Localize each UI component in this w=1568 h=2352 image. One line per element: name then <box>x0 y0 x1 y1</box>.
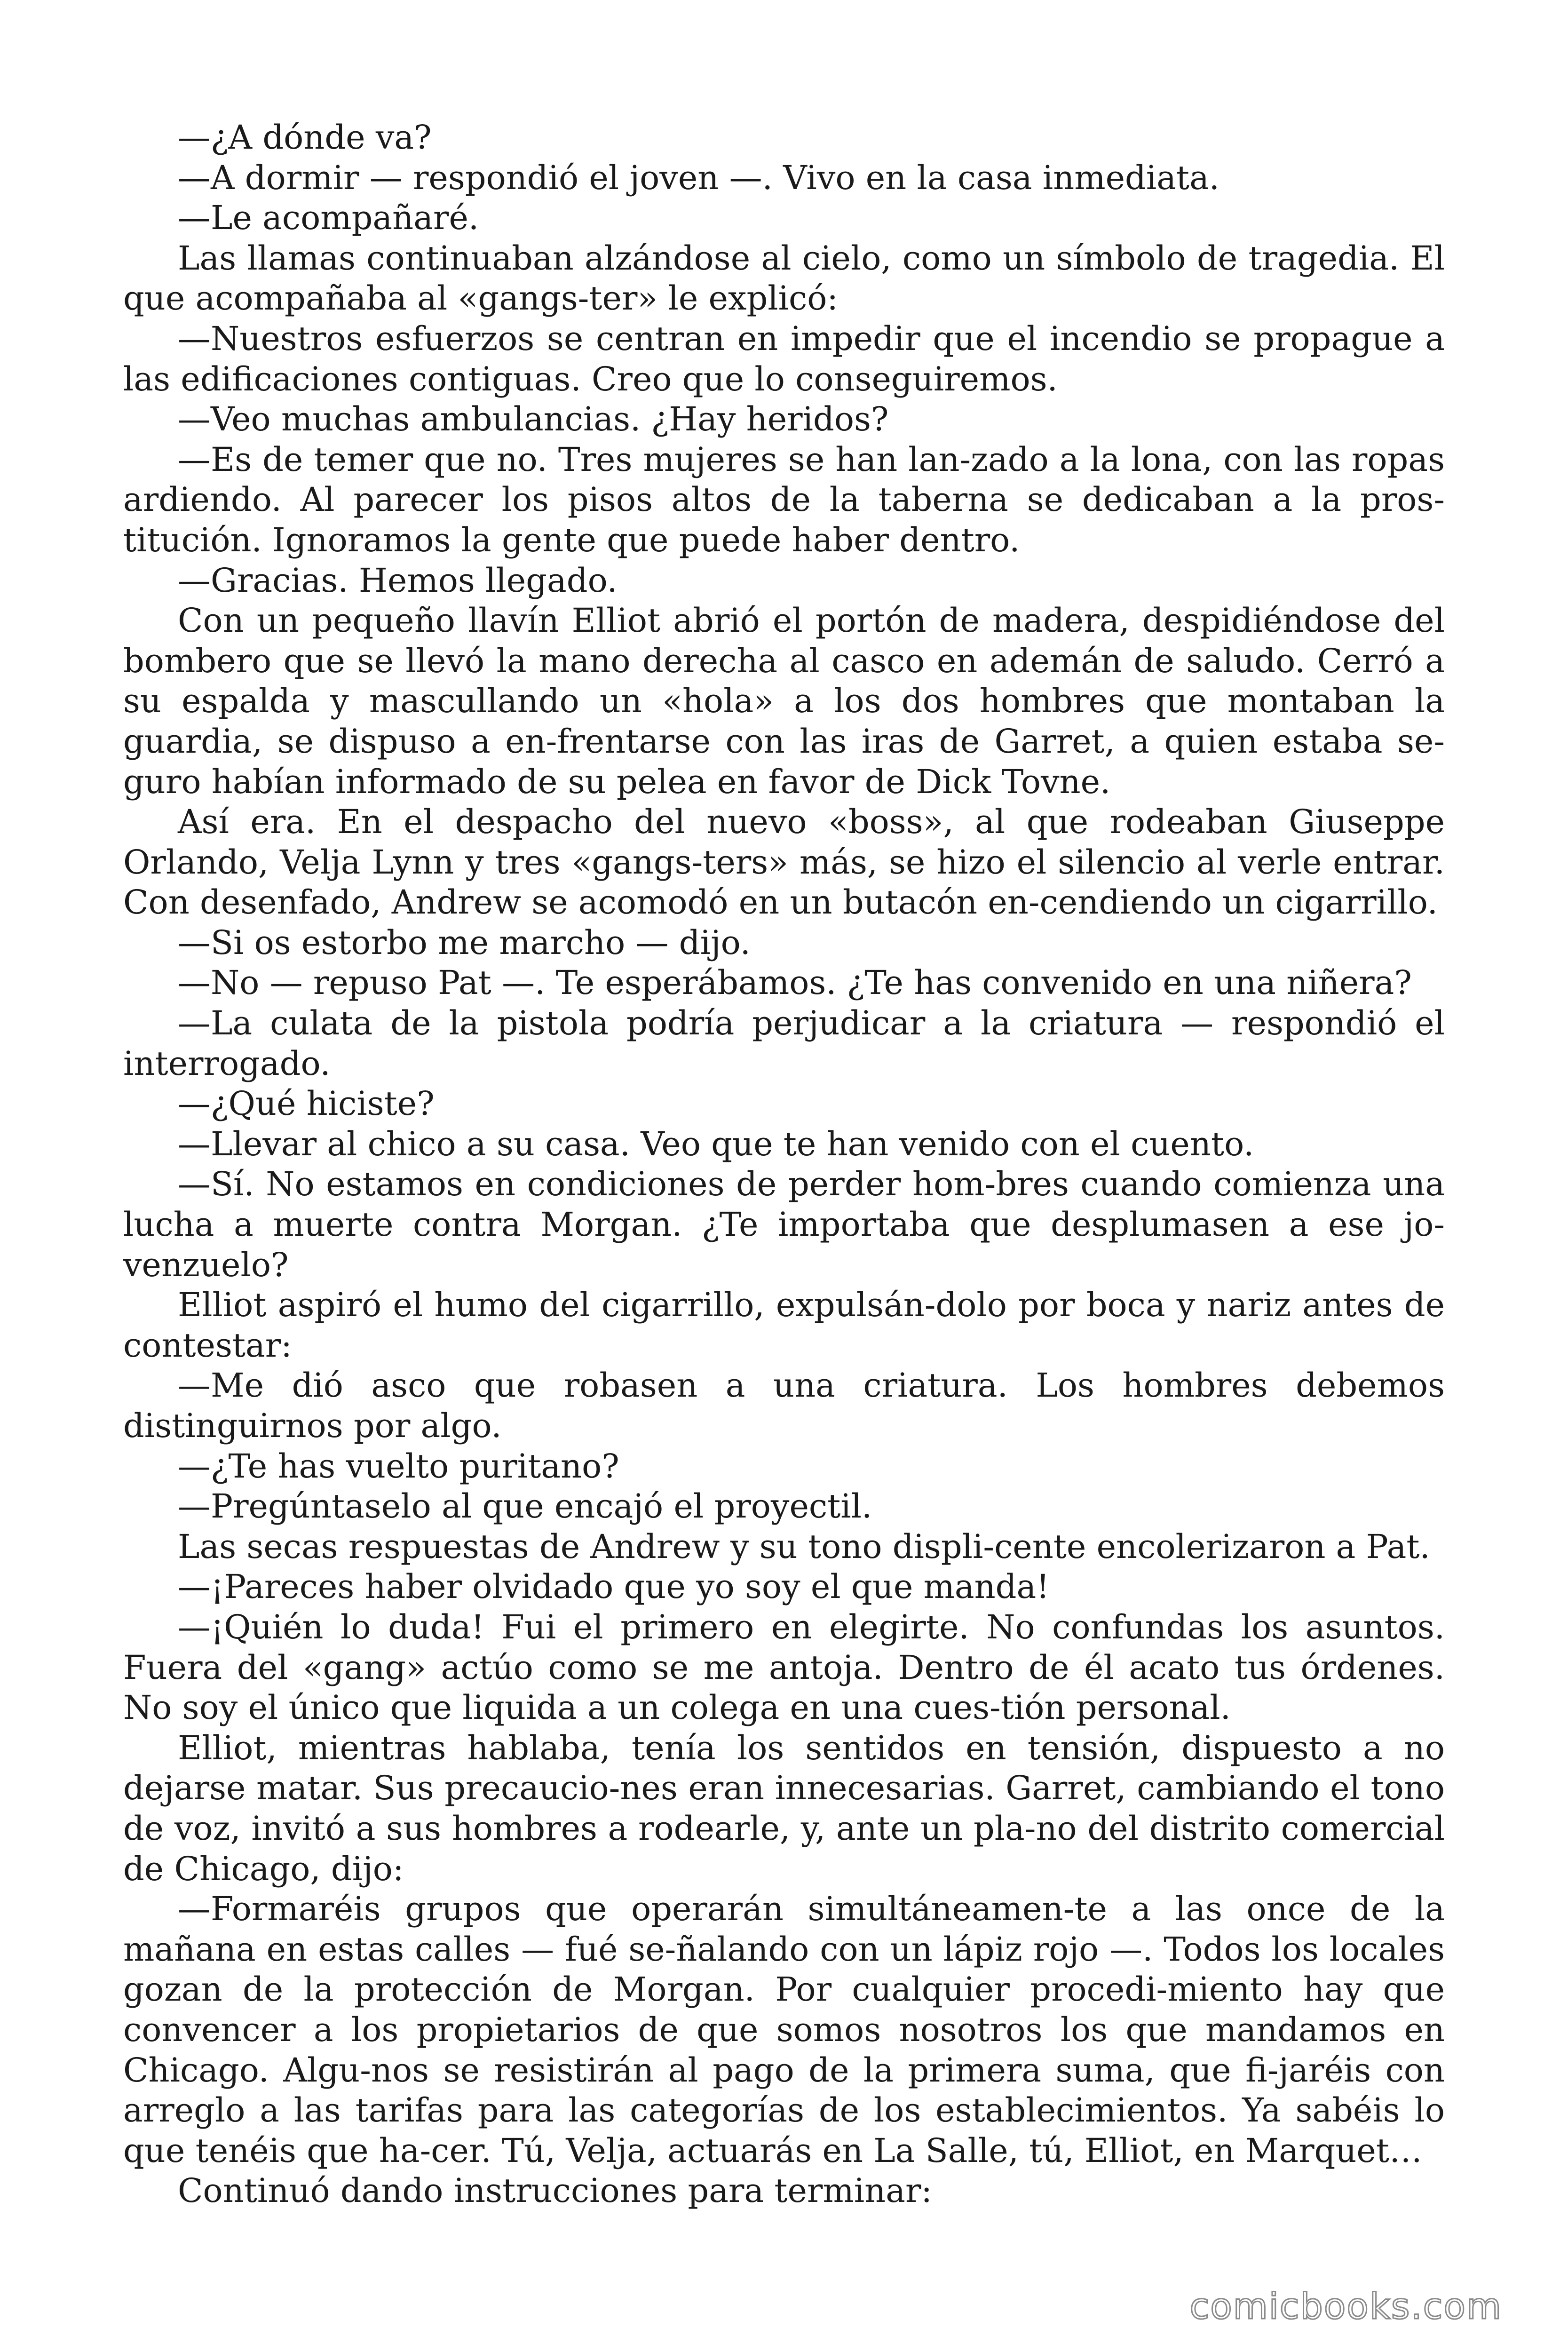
paragraph: —Gracias. Hemos llegado. <box>178 561 618 600</box>
paragraph: —Me dió asco que robasen a una criatura. Los hombres debemos distinguirnos por algo. <box>123 1366 1445 1445</box>
paragraph: —¿Qué hiciste? <box>178 1084 435 1123</box>
paragraph: Las secas respuestas de Andrew y su tono displi-cente encolerizaron a Pat. <box>178 1527 1430 1566</box>
paragraph: Con un pequeño llavín Elliot abrió el portón de madera, despidiéndose del bombero que se llevó la mano derecha al casco en ademán de saludo. Cerró a su espalda y mascullando un «hola» a los dos hombres que montaban la guardia, se dispuso a en-frentarse con las iras de Garret, a quien estaba se-guro habían informado de su pelea en favor de Dick Tovne. <box>123 601 1445 801</box>
paragraph: —Llevar al chico a su casa. Veo que te han venido con el cuento. <box>178 1124 1254 1163</box>
paragraph: —Sí. No estamos en condiciones de perder hom-bres cuando comienza una lucha a muerte contra Morgan. ¿Te importaba que desplumasen a ese jo-venzuelo? <box>123 1165 1445 1284</box>
paragraph: Elliot, mientras hablaba, tenía los sentidos en tensión, dispuesto a no dejarse matar. Sus precaucio-nes eran innecesarias. Garret, cambiando el tono de voz, invitó a sus hombres a rodearle, y, ante un pla-no del distrito comercial de Chicago, dijo: <box>123 1728 1445 1888</box>
paragraph: —Le acompañaré. <box>178 199 479 238</box>
paragraph: Así era. En el despacho del nuevo «boss», al que rodeaban Giuseppe Orlando, Velja Lynn y tres «gangs-ters» más, se hizo el silencio al verle entrar. Con desenfado, Andrew se acomodó en un butacón en-cendiendo un cigarrillo. <box>123 803 1445 922</box>
paragraph: Continuó dando instrucciones para terminar: <box>178 2171 933 2210</box>
paragraph: —Formaréis grupos que operarán simultáneamen-te a las once de la mañana en estas calles — fué se-ñalando con un lápiz rojo —. Todos los locales gozan de la protección de Morgan. Por cualquier procedi-miento hay que convencer a los propietarios de que somos nosotros los que mandamos en Chicago. Algu-nos se resistirán al pago de la primera suma, que fi-jaréis con arreglo a las tarifas para las categorías de los establecimientos. Ya sabéis lo que tenéis que ha-cer. Tú, Velja, actuarás en La Salle, tú, Elliot, en Marquet… <box>123 1890 1445 2170</box>
paragraph: —No — repuso Pat —. Te esperábamos. ¿Te has convenido en una niñera? <box>178 963 1412 1002</box>
paragraph: —Es de temer que no. Tres mujeres se han lan-zado a la lona, con las ropas ardiendo. Al parecer los pisos altos de la taberna se dedicaban a la pros-titución. Ignoramos la gente que puede haber dentro. <box>123 440 1445 559</box>
paragraph: —Veo muchas ambulancias. ¿Hay heridos? <box>178 400 889 439</box>
paragraph: —Pregúntaselo al que encajó el proyectil. <box>178 1487 872 1526</box>
paragraph: —¡Pareces haber olvidado que yo soy el que manda! <box>178 1567 1050 1606</box>
paragraph: —Nuestros esfuerzos se centran en impedir que el incendio se propague a las edificaciones contiguas. Creo que lo conseguiremos. <box>123 319 1445 398</box>
paragraph: —La culata de la pistola podría perjudicar a la criatura — respondió el interrogado. <box>123 1004 1445 1083</box>
paragraph: —¿A dónde va? <box>178 118 432 157</box>
paragraph: —¡Quién lo duda! Fui el primero en elegirte. No confundas los asuntos. Fuera del «gang» actúo como se me antoja. Dentro de él acato tus órdenes. No soy el único que liquida a un colega en una cues-tión personal. <box>123 1607 1445 1727</box>
paragraph: —¿Te has vuelto puritano? <box>178 1446 619 1486</box>
paragraph: —Si os estorbo me marcho — dijo. <box>178 923 751 962</box>
book-page-text <box>123 118 1445 2211</box>
paragraph: Las llamas continuaban alzándose al cielo, como un símbolo de tragedia. El que acompañaba al «gangs-ter» le explicó: <box>123 238 1445 318</box>
watermark: comicbooks.com <box>1189 2285 1502 2327</box>
paragraph: Elliot aspiró el humo del cigarrillo, expulsán-dolo por boca y nariz antes de contestar: <box>123 1286 1445 1365</box>
paragraph: —A dormir — respondió el joven —. Vivo en la casa inmediata. <box>178 158 1220 197</box>
